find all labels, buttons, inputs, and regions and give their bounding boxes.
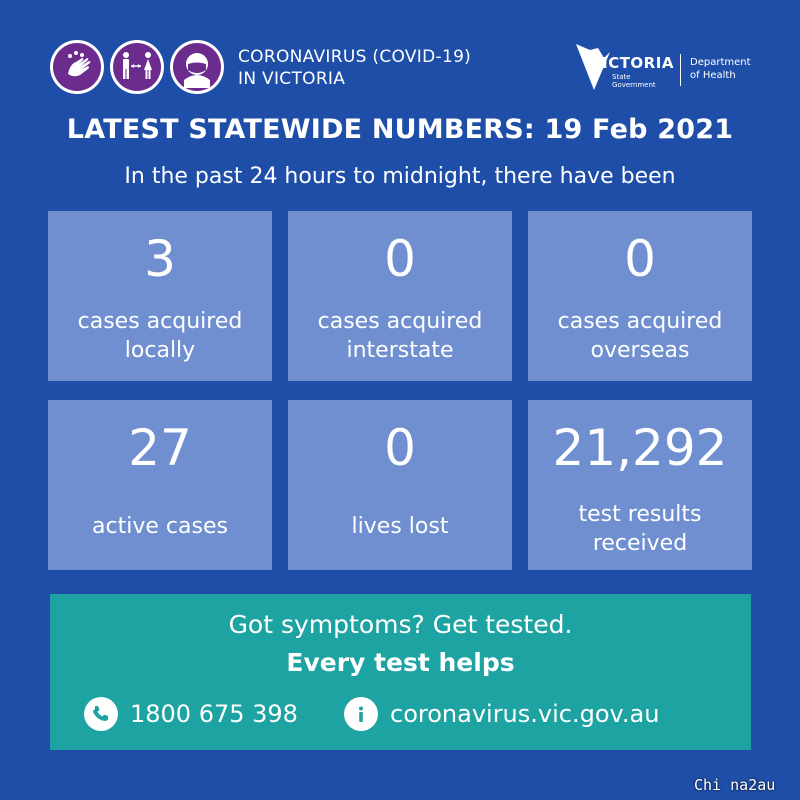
header-title <box>238 46 538 90</box>
logo-word: VICTORIA <box>590 54 674 72</box>
watermark: Chi na2au <box>694 776 776 794</box>
stat-tile-local <box>48 211 272 381</box>
stat-tile-active <box>48 400 272 570</box>
logo-sub-line1: State <box>612 73 631 81</box>
stat-label-line2: received <box>592 531 688 556</box>
stat-label-line1: test results <box>578 502 702 527</box>
logo-divider <box>680 54 681 86</box>
info-icon <box>344 697 378 731</box>
stat-value: 0 <box>624 230 656 288</box>
stat-tile-overseas <box>528 211 752 381</box>
website-url: coronavirus.vic.gov.au <box>390 700 660 728</box>
testing-banner <box>50 594 751 750</box>
phone-contact[interactable] <box>84 696 298 732</box>
banner-line2: Every test helps <box>286 648 515 677</box>
logo-sub <box>612 73 656 89</box>
website-link[interactable] <box>344 696 659 732</box>
stat-label-line1: active cases <box>92 514 228 539</box>
department-line2: of Health <box>690 70 736 81</box>
stat-tile-tests <box>528 400 752 570</box>
hand-washing-icon <box>50 40 104 94</box>
stat-value: 0 <box>384 419 416 477</box>
stat-label-line2: overseas <box>590 338 690 363</box>
stat-label-line2: interstate <box>346 338 454 363</box>
stat-label <box>48 307 272 365</box>
face-mask-icon <box>170 40 224 94</box>
stat-label <box>288 512 512 541</box>
distancing-icon <box>110 40 164 94</box>
stat-tile-interstate <box>288 211 512 381</box>
stat-label-line1: cases acquired <box>77 309 243 334</box>
department-name <box>690 56 751 82</box>
stat-value: 21,292 <box>552 419 728 477</box>
logo-sub-line2: Government <box>612 81 656 89</box>
stat-label-line1: lives lost <box>351 514 449 539</box>
stat-value: 3 <box>144 230 176 288</box>
header-title-line1: CORONAVIRUS (COVID-19) <box>238 47 472 67</box>
phone-icon <box>84 697 118 731</box>
stat-tile-lives-lost <box>288 400 512 570</box>
stat-label <box>528 307 752 365</box>
stat-label <box>288 307 512 365</box>
banner-line1: Got symptoms? Get tested. <box>228 610 573 639</box>
subheadline: In the past 24 hours to midnight, there have been <box>124 164 676 189</box>
stat-value: 27 <box>128 419 192 477</box>
stat-label <box>48 512 272 541</box>
header-title-line2: IN VICTORIA <box>238 69 346 89</box>
header <box>0 0 800 110</box>
stat-label-line1: cases acquired <box>557 309 723 334</box>
phone-number: 1800 675 398 <box>130 700 298 728</box>
stat-value: 0 <box>384 230 416 288</box>
stat-label <box>528 500 752 558</box>
stat-label-line2: locally <box>124 338 196 363</box>
department-line1: Department <box>690 57 751 68</box>
headline: LATEST STATEWIDE NUMBERS: 19 Feb 2021 <box>66 114 734 145</box>
stat-label-line1: cases acquired <box>317 309 483 334</box>
victoria-government-logo <box>574 40 674 96</box>
